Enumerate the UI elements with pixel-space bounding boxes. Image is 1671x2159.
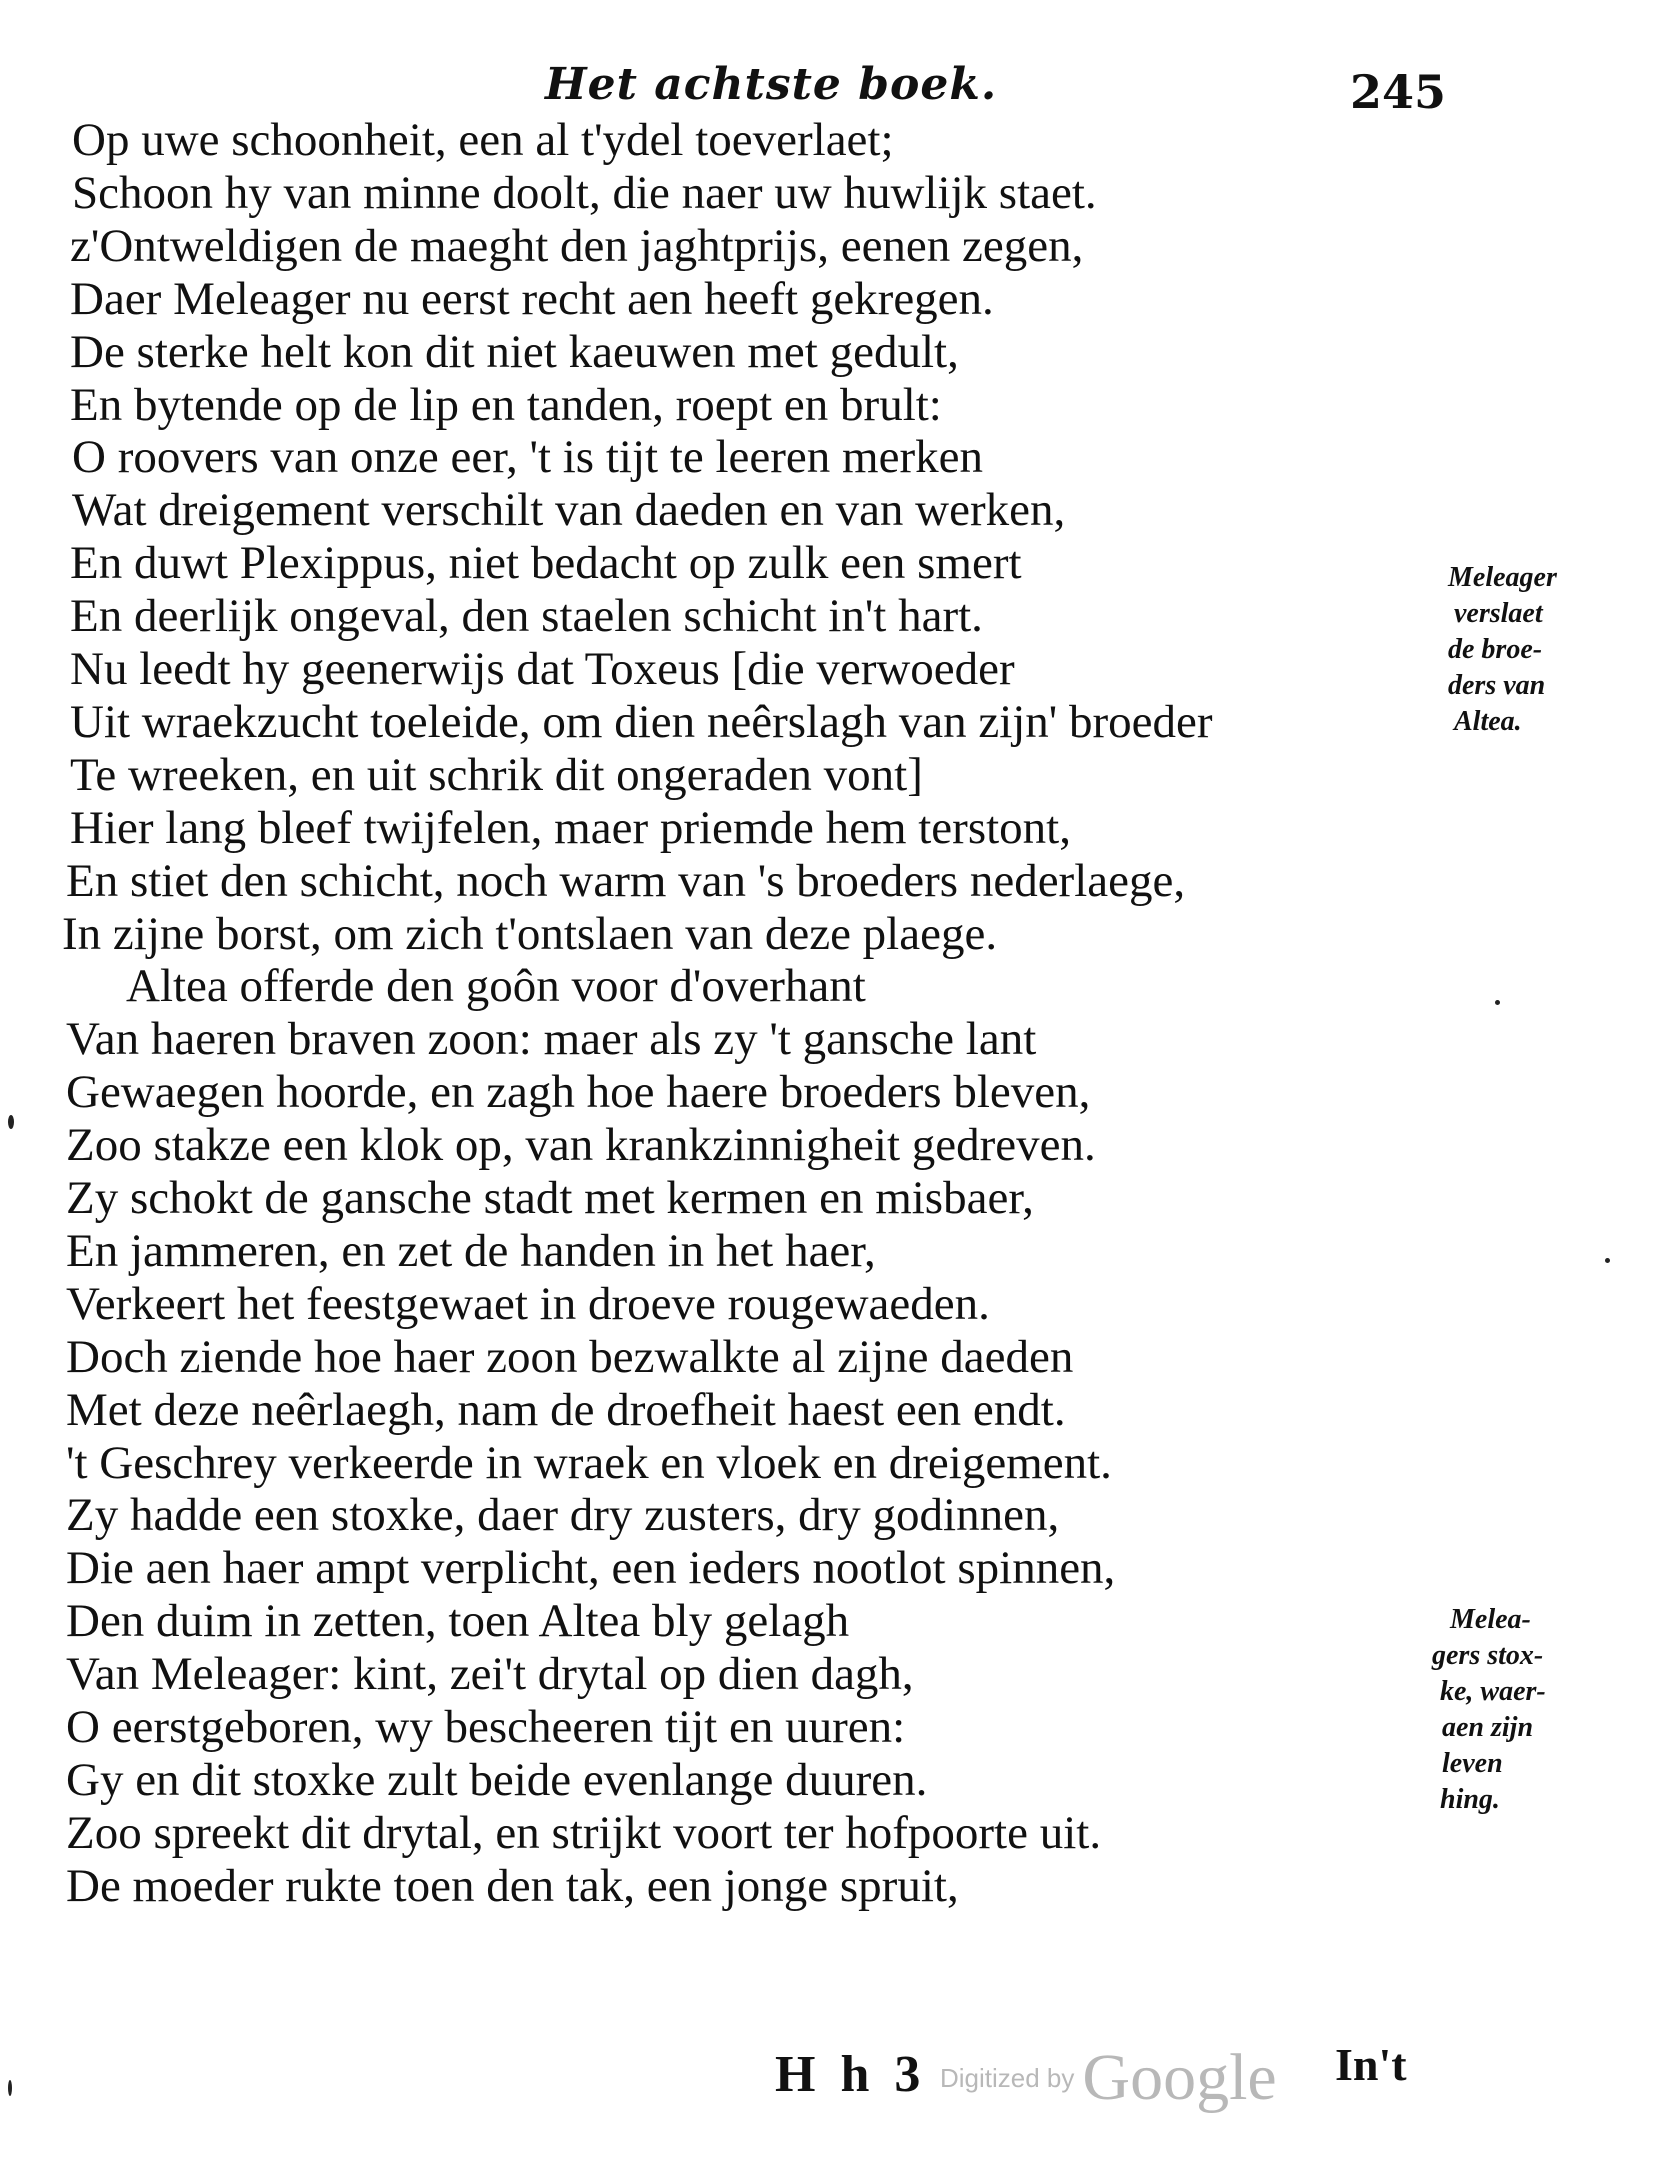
marginal-note-line: de broe- bbox=[1448, 634, 1543, 665]
verse-line: Van Meleager: kint, zei't drytal op dien dagh, bbox=[66, 1648, 914, 1701]
watermark-brand: Google bbox=[1082, 2041, 1277, 2114]
verse-line: En jammeren, en zet de handen in het haer, bbox=[66, 1224, 876, 1277]
marginal-note-line: Meleager bbox=[1448, 562, 1557, 593]
verse-line: 't Geschrey verkeerde in wraek en vloek en dreigement. bbox=[66, 1436, 1112, 1489]
verse-line: Te wreeken, en uit schrik dit ongeraden vont] bbox=[70, 748, 923, 801]
verse-line: De moeder rukte toen den tak, een jonge spruit, bbox=[66, 1859, 959, 1912]
verse-line: Van haeren braven zoon: maer als zy 't gansche lant bbox=[66, 1013, 1037, 1066]
running-header-title: Het achtste boek. bbox=[545, 59, 998, 110]
marginal-note-line: leven bbox=[1442, 1748, 1503, 1779]
verse-line: Altea offerde den goôn voor d'overhant bbox=[126, 960, 866, 1013]
marginal-note-line: ke, waer- bbox=[1440, 1676, 1546, 1707]
verse-line: Nu leedt hy geenerwijs dat Toxeus [die verwoeder bbox=[70, 643, 1015, 695]
verse-line: Met deze neêrlaegh, nam de droefheit haest een endt. bbox=[66, 1383, 1066, 1436]
marginal-note-line: Altea. bbox=[1454, 706, 1522, 737]
page-number: 245 bbox=[1350, 65, 1447, 119]
verse-line: Zy hadde een stoxke, daer dry zusters, dry godinnen, bbox=[66, 1489, 1060, 1542]
watermark-prefix: Digitized by bbox=[940, 2062, 1075, 2093]
verse-line: Daer Meleager nu eerst recht aen heeft gekregen. bbox=[70, 272, 994, 325]
marginal-note-line: Melea- bbox=[1450, 1604, 1531, 1635]
verse-line: Uit wraekzucht toeleide, om dien neêrslagh van zijn' broeder bbox=[70, 695, 1213, 748]
verse-line: En stiet den schicht, noch warm van 's broeders nederlaege, bbox=[66, 854, 1186, 907]
verse-line: Die aen haer ampt verplicht, een ieders nootlot spinnen, bbox=[66, 1542, 1116, 1595]
verse-line: Gewaegen hoorde, en zagh hoe haere broeders bleven, bbox=[66, 1066, 1091, 1119]
marginal-note-line: gers stox- bbox=[1432, 1640, 1544, 1671]
verse-line: z'Ontweldigen de maeght den jaghtprijs, eenen zegen, bbox=[70, 219, 1084, 272]
verse-line: O eerstgeboren, wy bescheeren tijt en uuren: bbox=[66, 1701, 906, 1753]
verse-line: Zoo spreekt dit drytal, en strijkt voort ter hofpoorte uit. bbox=[66, 1806, 1102, 1859]
verse-line: Verkeert het feestgewaet in droeve rougewaeden. bbox=[66, 1277, 990, 1330]
verse-line: Op uwe schoonheit, een al t'ydel toeverlaet; bbox=[72, 114, 894, 166]
ink-speck bbox=[1495, 1000, 1500, 1005]
verse-line: Den duim in zetten, toen Altea bly gelagh bbox=[66, 1595, 850, 1648]
verse-line: De sterke helt kon dit niet kaeuwen met gedult, bbox=[70, 325, 959, 378]
verse-line: Zy schokt de gansche stadt met kermen en misbaer, bbox=[66, 1172, 1034, 1224]
catchword: In't bbox=[1335, 2039, 1407, 2090]
verse-line: En deerlijk ongeval, den staelen schicht in't hart. bbox=[70, 590, 983, 643]
marginal-note-line: ders van bbox=[1448, 670, 1546, 701]
verse-line: En duwt Plexippus, niet bedacht op zulk een smert bbox=[70, 537, 1022, 590]
verse-line: Gy en dit stoxke zult beide evenlange duuren. bbox=[66, 1753, 928, 1806]
verse-line: Schoon hy van minne doolt, die naer uw huwlijk staet. bbox=[72, 166, 1097, 219]
ink-speck bbox=[8, 2080, 12, 2096]
verse-line: En bytende op de lip en tanden, roept en brult: bbox=[70, 378, 942, 431]
verse-line: In zijne borst, om zich t'ontslaen van deze plaege. bbox=[62, 907, 998, 960]
verse-line: Doch ziende hoe haer zoon bezwalkte al zijne daeden bbox=[66, 1330, 1074, 1383]
marginal-note-line: verslaet bbox=[1454, 598, 1543, 629]
signature-mark: H h 3 bbox=[775, 2046, 927, 2103]
verse-line: Hier lang bleef twijfelen, maer priemde hem terstont, bbox=[70, 801, 1071, 854]
verse-line: Zoo stakze een klok op, van krankzinnigheit gedreven. bbox=[66, 1119, 1096, 1172]
verse-line: O roovers van onze eer, 't is tijt te leeren merken bbox=[72, 431, 983, 484]
digitization-watermark bbox=[940, 2040, 1277, 2116]
marginal-note-line: hing. bbox=[1440, 1784, 1500, 1815]
marginal-note-line: aen zijn bbox=[1442, 1712, 1534, 1743]
ink-speck bbox=[8, 1115, 14, 1129]
verse-line: Wat dreigement verschilt van daeden en van werken, bbox=[72, 484, 1066, 537]
ink-speck bbox=[1605, 1258, 1610, 1263]
